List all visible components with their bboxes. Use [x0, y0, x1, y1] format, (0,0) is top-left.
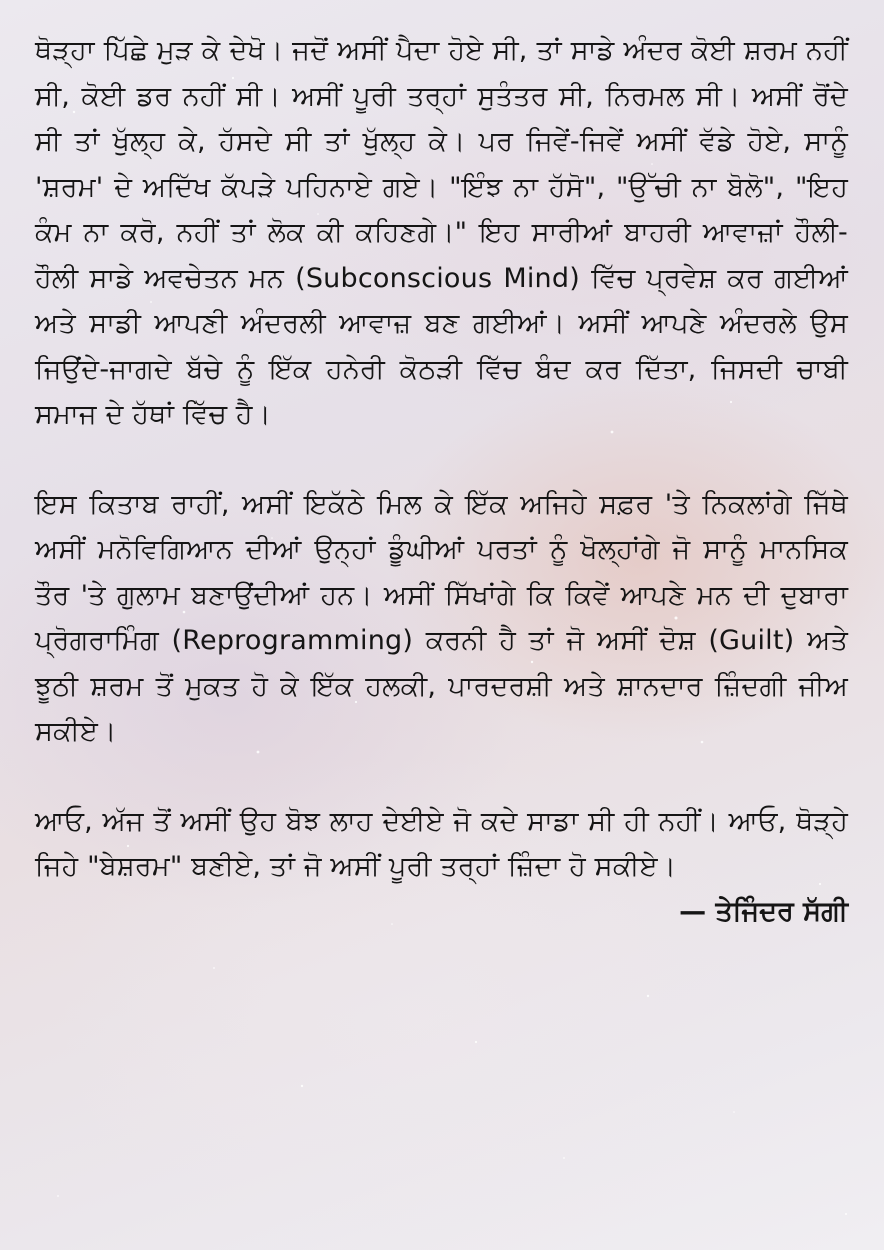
document-body	[35, 28, 848, 934]
paragraph-book-purpose: ਇਸ ਕਿਤਾਬ ਰਾਹੀਂ, ਅਸੀਂ ਇਕੱਠੇ ਮਿਲ ਕੇ ਇੱਕ ਅਜਿਹੇ ਸਫ਼ਰ 'ਤੇ ਨਿਕਲਾਂਗੇ ਜਿੱਥੇ ਅਸੀਂ ਮਨੋਵਿਗਿਆਨ ਦੀਆਂ ਉਨ੍ਹਾਂ ਡੂੰਘੀਆਂ ਪਰਤਾਂ ਨੂੰ ਖੋਲ੍ਹਾਂਗੇ ਜੋ ਸਾਨੂੰ ਮਾਨਸਿਕ ਤੌਰ 'ਤੇ ਗੁਲਾਮ ਬਣਾਉਂਦੀਆਂ ਹਨ। ਅਸੀਂ ਸਿੱਖਾਂਗੇ ਕਿ ਕਿਵੇਂ ਆਪਣੇ ਮਨ ਦੀ ਦੁਬਾਰਾ ਪ੍ਰੋਗਰਾਮਿੰਗ (Reprogramming) ਕਰਨੀ ਹੈ ਤਾਂ ਜੋ ਅਸੀਂ ਦੋਸ਼ (Guilt) ਅਤੇ ਝੂਠੀ ਸ਼ਰਮ ਤੋਂ ਮੁਕਤ ਹੋ ਕੇ ਇੱਕ ਹਲਕੀ, ਪਾਰਦਰਸ਼ੀ ਅਤੇ ਸ਼ਾਨਦਾਰ ਜ਼ਿੰਦਗੀ ਜੀਅ ਸਕੀਏ।	[35, 488, 848, 747]
paragraph-closing: ਆਓ, ਅੱਜ ਤੋਂ ਅਸੀਂ ਉਹ ਬੋਝ ਲਾਹ ਦੇਈਏ ਜੋ ਕਦੇ ਸਾਡਾ ਸੀ ਹੀ ਨਹੀਂ। ਆਓ, ਥੋੜ੍ਹੇ ਜਿਹੇ "ਬੇਸ਼ਰਮ" ਬਣੀਏ, ਤਾਂ ਜੋ ਅਸੀਂ ਪੂਰੀ ਤਰ੍ਹਾਂ ਜ਼ਿੰਦਾ ਹੋ ਸਕੀਏ।	[35, 805, 848, 882]
author-signature: — ਤੇਜਿੰਦਰ ਸੱਗੀ	[679, 895, 848, 927]
paragraph-intro: ਥੋੜ੍ਹਾ ਪਿੱਛੇ ਮੁੜ ਕੇ ਦੇਖੋ। ਜਦੋਂ ਅਸੀਂ ਪੈਦਾ ਹੋਏ ਸੀ, ਤਾਂ ਸਾਡੇ ਅੰਦਰ ਕੋਈ ਸ਼ਰਮ ਨਹੀਂ ਸੀ, ਕੋਈ ਡਰ ਨਹੀਂ ਸੀ। ਅਸੀਂ ਪੂਰੀ ਤਰ੍ਹਾਂ ਸੁਤੰਤਰ ਸੀ, ਨਿਰਮਲ ਸੀ। ਅਸੀਂ ਰੋਂਦੇ ਸੀ ਤਾਂ ਖੁੱਲ੍ਹ ਕੇ, ਹੱਸਦੇ ਸੀ ਤਾਂ ਖੁੱਲ੍ਹ ਕੇ। ਪਰ ਜਿਵੇਂ-ਜਿਵੇਂ ਅਸੀਂ ਵੱਡੇ ਹੋਏ, ਸਾਨੂੰ 'ਸ਼ਰਮ' ਦੇ ਅਦਿੱਖ ਕੱਪੜੇ ਪਹਿਨਾਏ ਗਏ। "ਇੰਝ ਨਾ ਹੱਸੋ", "ਉੱਚੀ ਨਾ ਬੋਲੋ", "ਇਹ ਕੰਮ ਨਾ ਕਰੋ, ਨਹੀਂ ਤਾਂ ਲੋਕ ਕੀ ਕਹਿਣਗੇ।" ਇਹ ਸਾਰੀਆਂ ਬਾਹਰੀ ਆਵਾਜ਼ਾਂ ਹੌਲੀ-ਹੌਲੀ ਸਾਡੇ ਅਵਚੇਤਨ ਮਨ (Subconscious Mind) ਵਿੱਚ ਪ੍ਰਵੇਸ਼ ਕਰ ਗਈਆਂ ਅਤੇ ਸਾਡੀ ਆਪਣੀ ਅੰਦਰਲੀ ਆਵਾਜ਼ ਬਣ ਗਈਆਂ। ਅਸੀਂ ਆਪਣੇ ਅੰਦਰਲੇ ਉਸ ਜਿਉਂਦੇ-ਜਾਗਦੇ ਬੱਚੇ ਨੂੰ ਇੱਕ ਹਨੇਰੀ ਕੋਠੜੀ ਵਿੱਚ ਬੰਦ ਕਰ ਦਿੱਤਾ, ਜਿਸਦੀ ਚਾਬੀ ਸਮਾਜ ਦੇ ਹੱਥਾਂ ਵਿੱਚ ਹੈ।	[35, 35, 848, 430]
